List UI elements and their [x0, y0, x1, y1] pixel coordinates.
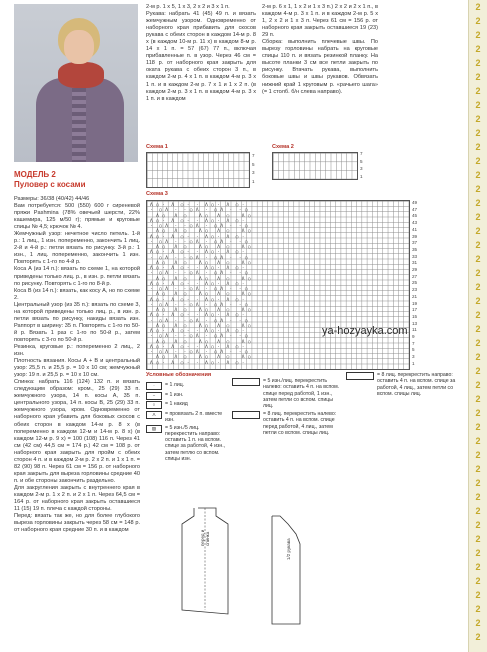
- sleeve-pattern-label-text: 1/2 рукава: [286, 538, 291, 560]
- instructions-column-2: [146, 4, 256, 136]
- row-number: 45: [412, 213, 418, 219]
- col1-paragraph: Жемчужный узор: нечетное число петель. 1-й р.: 1 лиц., 1 изн. попеременно, закончить 1 лиц. 2-й и 4-й р.: петли вязать по рисунку. 3-й р.: 1 изн., 1 лиц. попеременно, закончить 1 изн. Повторять с 1-го по 4-й р.: [14, 231, 140, 266]
- schema-1-row-numbers: [252, 152, 255, 186]
- ruler-mark: 2: [475, 58, 481, 68]
- row-number: 5: [252, 161, 255, 167]
- legend-item: [146, 382, 228, 390]
- watermark: ya-hozyayka.com: [322, 325, 408, 337]
- row-number: 5: [412, 347, 415, 353]
- row-number: 7: [252, 153, 255, 158]
- ruler-mark: 2: [475, 422, 481, 432]
- row-number: 17: [412, 307, 418, 313]
- legend-title: Условные обозначения: [146, 372, 212, 378]
- model-photo: [14, 4, 138, 162]
- instructions-column-1: [14, 196, 140, 648]
- legend-item: [232, 411, 344, 436]
- schema-2-grid: [272, 152, 358, 180]
- row-number: 7: [412, 340, 415, 346]
- row-number: 23: [412, 287, 418, 293]
- ruler-mark: 2: [475, 128, 481, 138]
- ruler-mark: 2: [475, 590, 481, 600]
- ruler-mark: 2: [475, 632, 481, 642]
- ruler-mark: 2: [475, 86, 481, 96]
- legend-symbol: Λ: [146, 411, 162, 419]
- legend-text: = 5 изн./5 лиц. перекрестить направо: оставить 1 п. на вспом. спице за работой, 4 изн., затем петлю со вспом. спицы изн.: [165, 424, 226, 463]
- ruler-mark: 2: [475, 16, 481, 26]
- col1-paragraph: Вам потребуется: 500 (550) 600 г сиреневой пряжи Pashmina (78% овечьей шерсти, 22% кашемира, 125 м/50 г); прямые и круговые спицы № 4,5; крючок № 4.: [14, 203, 140, 231]
- ruler-mark: 2: [475, 100, 481, 110]
- ruler-mark: 2: [475, 562, 481, 572]
- row-number: 3: [252, 170, 255, 175]
- ruler-mark: 2: [475, 2, 481, 12]
- row-number: 3: [360, 166, 363, 171]
- row-number: 7: [360, 151, 363, 156]
- legend-text: = 1 накид: [165, 401, 188, 407]
- legend-right: [346, 372, 466, 399]
- col3-paragraph: 2-м р. 6 х 1, 1 х 2 и 1 х 3 п.) 2 х 2 и 2 х 1 п., в каждом 4-м р. 3 х 1 п. и в каждом 2-м р. 5 х 1, 2 х 2 и 1 х 3 п. Через 61 см = 156 р. от наборного края закрыть оставшиеся 19 (23) 29 п.: [262, 4, 378, 39]
- body-pattern-label: [200, 529, 224, 556]
- page-edge-ruler: [468, 0, 487, 652]
- row-number: 35: [412, 246, 418, 252]
- ruler-mark: 2: [475, 352, 481, 362]
- cable-stripe: [72, 84, 86, 162]
- ruler-mark: 2: [475, 324, 481, 334]
- legend-symbol: [232, 378, 260, 386]
- legend-text: = 1 лиц.: [165, 382, 185, 388]
- col2-paragraph: 2-м р. 1 х 5, 1 х 3, 2 х 2 и 3 х 1 п.: [146, 4, 230, 10]
- ruler-mark: 2: [475, 408, 481, 418]
- row-number: 13: [412, 320, 418, 326]
- scarf-shape: [58, 62, 104, 88]
- col1-paragraph: Для закругления закрыть с внутреннего края в каждом 2-м р. 1 х 2 п. и 2 х 1 п. Через 64,5 см = 164 р. от наборного края закрыть оставшиеся 11 (15) 19 п. плеча с каждой стороны.: [14, 484, 140, 513]
- col1-paragraph: Размеры: 36/38 (40/42) 44/46: [14, 196, 90, 202]
- ruler-mark: 2: [475, 212, 481, 222]
- ruler-mark: 2: [475, 282, 481, 292]
- legend-text: = 1 изн.: [165, 391, 184, 398]
- ruler-mark: 2: [475, 436, 481, 446]
- ruler-mark: 2: [475, 548, 481, 558]
- ruler-mark: 2: [475, 72, 481, 82]
- ruler-mark: 2: [475, 310, 481, 320]
- ruler-mark: 2: [475, 492, 481, 502]
- ruler-mark: 2: [475, 240, 481, 250]
- legend-symbol: ▨: [146, 425, 162, 433]
- row-number: 1: [360, 173, 363, 179]
- face-shape: [64, 30, 94, 64]
- schema-1-label: Схема 1: [146, 144, 168, 150]
- legend-text: = 8 лиц. перекрестить направо: оставить 4 п. на вспом. спице за работой, 4 лиц., затем петли со вспом. спицы лиц.: [377, 372, 456, 397]
- row-number: 9: [412, 334, 415, 340]
- row-number: 21: [412, 293, 418, 299]
- schema-3-symbols: Λ ○ · Λ ○ · · Λ ○ · Λ ○ · · ○ Λ · · ○ Λ · ○ Λ · · ○ Λ ○ Λ ○ Λ ○ Λ ○ Λ ○ Λ ○ · Λ ○ · · Λ ○ · Λ ○ · · ○ Λ · · ○ Λ · ○ Λ · · ○ Λ ○ Λ ○ Λ ○ Λ ○ Λ ○ Λ ○ · Λ ○ · · Λ ○ · Λ ○ · · ○ Λ · · ○ Λ · ○ Λ · · ○ Λ ○ Λ ○ Λ ○ Λ ○ Λ ○ Λ ○ · Λ ○ · · Λ ○ · Λ ○ · · ○ Λ · · ○ Λ · ○ Λ · · ○ Λ ○ Λ ○ Λ ○ Λ ○ Λ ○ Λ ○ · Λ ○ · · Λ ○ · Λ ○ · · ○ Λ · · ○ Λ · ○ Λ · · ○ Λ ○ Λ ○ Λ ○ Λ ○ Λ ○ Λ ○ · Λ ○ · · Λ ○ · Λ ○ · · ○ Λ · · ○ Λ · ○ Λ · · ○ Λ ○ Λ ○ Λ ○ Λ ○ Λ ○ Λ ○ · Λ ○ · · Λ ○ · Λ ○ · · ○ Λ · · ○ Λ · ○ Λ · · ○ Λ ○ Λ ○ Λ ○ Λ ○ Λ ○ Λ ○ · Λ ○ · · Λ ○ · Λ ○ · · ○ Λ · · ○ Λ · ○ Λ · · ○ Λ ○ Λ ○ Λ ○ Λ ○ Λ ○ Λ ○ · Λ ○ · · Λ ○ · Λ ○ · · ○ Λ · · ○ Λ · ○ Λ · · ○ Λ ○ Λ ○ Λ ○ Λ ○ Λ ○ Λ ○ · Λ ○ · · Λ ○ · Λ ○ · · ○ Λ · · ○ Λ · ○ Λ · · ○ Λ ○ Λ ○ Λ ○ Λ ○ Λ ○ Λ ○ · Λ ○ · · Λ ○ · Λ ○ ·: [150, 203, 251, 366]
- col3-paragraph: Сборка: выполнить плечевые швы. По вырезу горловины набрать на круговые спицы 110 п. и вязать резинкой планку. На высоте планки 3 см все петли закрыть по рисунку. Втачать рукава, выполнить боковые швы и швы рукавов. Обвязать нижний край 1 круговым р. «рачьего шага» (= 1 столб. б/н слева направо).: [262, 39, 378, 95]
- ruler-mark: 2: [475, 450, 481, 460]
- row-number: 1: [412, 360, 415, 366]
- legend-middle: [232, 378, 344, 438]
- legend-left: [146, 382, 228, 464]
- row-number: 47: [412, 206, 418, 212]
- legend-symbol: −: [146, 392, 162, 400]
- legend-item: [146, 401, 228, 409]
- ruler-mark: 2: [475, 184, 481, 194]
- schema-2-label: Схема 2: [272, 144, 294, 150]
- col1-paragraph: Центральный узор (из 35 п.): вязать по схеме 3, на которой приведены только лиц. р., в изн. р. петли вязать по рисунку, накиды вязать изн. Раппорт в ширину: 35 п. Повторять с 1-го по 50-й р. Вязать 1 раз с 1-го по 50-й р., затем повторять с 3-го по 50-й р.: [14, 301, 140, 343]
- legend-symbol: ·: [146, 382, 162, 390]
- ruler-mark: 2: [475, 114, 481, 124]
- ruler-mark: 2: [475, 478, 481, 488]
- ruler-mark: 2: [475, 576, 481, 586]
- col1-paragraph: Резинка, круговые р.: попеременно 2 лиц., 2 изн.: [14, 343, 140, 358]
- schema-3-row-numbers: [412, 200, 417, 368]
- model-name: Пуловер с косами: [14, 180, 86, 189]
- ruler-mark: 2: [475, 380, 481, 390]
- ruler-mark: 2: [475, 30, 481, 40]
- col1-paragraph: Коса В (из 14 п.): вязать, как косу А, но по схеме 2.: [14, 287, 140, 301]
- row-number: 1: [252, 178, 255, 184]
- row-number: 15: [412, 313, 418, 319]
- row-number: 27: [412, 273, 418, 279]
- ruler-mark: 2: [475, 464, 481, 474]
- schema-1-grid: [146, 152, 250, 188]
- legend-item: [146, 392, 228, 400]
- ruler-mark: 2: [475, 366, 481, 376]
- row-number: 25: [412, 280, 418, 286]
- row-number: 11: [412, 327, 417, 333]
- ruler-mark: 2: [475, 44, 481, 54]
- row-number: 5: [360, 158, 363, 164]
- ruler-mark: 2: [475, 338, 481, 348]
- legend-text: = 5 изн./лиц. перекрестить налево: оставить 4 п. на вспом. спице перед работой, 1 изн., затем петли со вспом. спицы лиц.: [263, 378, 340, 410]
- legend-symbol: [346, 372, 374, 380]
- ruler-mark: 2: [475, 142, 481, 152]
- row-number: 43: [412, 220, 418, 226]
- legend-item: [346, 372, 466, 397]
- ruler-mark: 2: [475, 618, 481, 628]
- ruler-mark: 2: [475, 156, 481, 166]
- model-number: МОДЕЛЬ 2: [14, 170, 56, 179]
- legend-text: = 8 лиц. перекрестить налево: оставить 4 п. на вспом. спице перед работой, 4 лиц., затем петли со вспом. спицы лиц.: [263, 410, 337, 436]
- col2-paragraph: Рукава: набрать 41 (45) 49 п. и вязать жемчужным узором. Одновременно от наборного края прибавить для скосов рукава с обеих сторон в каждом 14-м р. 8 х (в каждом 10-м р. 11 х) в каждом 8-м р. 14 х 1 п. = 57 (67) 77 п., включая прибавленные п. в узор. Через 46 см = 118 р. от наборного края закрыть для окатa рукава с обеих сторон 3 п., в каждом 2-м р. 4 х 1 п. в каждом 4-м р. 3 х 1 п. и в каждом 2-м р. 7 х 1 и 1 х 2 п. (в каждом 2-м р. 3 х 1 п. в каждом 4-м р. 3 х 1 п. и в каждом: [146, 11, 256, 102]
- ruler-mark: 2: [475, 604, 481, 614]
- ruler-mark: 2: [475, 520, 481, 530]
- model-heading: [14, 170, 138, 190]
- legend-symbol: ○: [146, 401, 162, 409]
- row-number: 3: [412, 354, 415, 360]
- ruler-mark: 2: [475, 198, 481, 208]
- row-number: 49: [412, 200, 418, 205]
- col1-paragraph: Спинка: набрать 116 (124) 132 п. и вязать следующим образом: кром., 25 (29) 33 п. жемчужного узора, 14 п. косы А, 35 п. центрального узора, 14 п. косы В, 25 (29) 33 п. жемчужного узора, кром. Одновременно от наборного края убавить для боковых скосов с обеих сторон в каждом 14-м р. 8 х (в попеременно в каждом 12-м и 14-м р. 8 х) (в каждом 12-м р. 9 х) = 100 (108) 116 п. Через 41 см (42 см) 44,5 см = 174 р.) 42 см = 108 р. от наборного края закрыть для пройм с обеих сторон 4 п. и в каждом 2-м р. 2 х 2 п. и 1 х 1 п. = 82 (90) 98 п. Через 61 см = 156 р. от наборного края закрыть для выреза горловины средние 40 п. и обе стороны закончить раздельно.: [14, 379, 140, 484]
- row-number: 33: [412, 253, 418, 259]
- legend-text: = провязать 2 п. вместе изн.: [165, 410, 223, 423]
- row-number: 37: [412, 240, 418, 246]
- col1-paragraph: Перед: вязать так же, но для более глубокого выреза горловины закрыть через 58 см = 148 р. от наборного края средние 30 п. и в каждом: [14, 513, 140, 534]
- ruler-mark: 2: [475, 254, 481, 264]
- sleeve-pattern-label: [286, 538, 316, 565]
- schema-2-row-numbers: [360, 150, 363, 180]
- ruler-mark: 2: [475, 296, 481, 306]
- instructions-column-3: [262, 4, 378, 136]
- body-pattern-label-text: перед и спинка: [200, 529, 210, 546]
- row-number: 41: [412, 226, 418, 232]
- ruler-mark: 2: [475, 394, 481, 404]
- ruler-mark: 2: [475, 268, 481, 278]
- ruler-mark: 2: [475, 506, 481, 516]
- ruler-mark: 2: [475, 534, 481, 544]
- legend-item: [146, 425, 228, 463]
- row-number: 31: [412, 260, 418, 266]
- ruler-mark: 2: [475, 226, 481, 236]
- ruler-mark: 2: [475, 170, 481, 180]
- legend-symbol: [232, 411, 260, 419]
- col1-paragraph: Плотность вязания. Косы А + В и центральный узор: 25,5 п. и 25,5 р. = 10 х 10 см; жемчужный узор: 19 п. и 25,5 р. = 10 х 10 см.: [14, 358, 140, 379]
- schema-3-label: Схема 3: [146, 191, 168, 197]
- legend-item: [146, 411, 228, 424]
- col1-paragraph: Коса А (из 14 п.): вязать по схеме 1, на которой приведены только лиц. р., в изн. р. петли вязать по рисунку. Повторять с 1-го по 8-й р.: [14, 266, 140, 287]
- row-number: 19: [412, 300, 418, 306]
- legend-item: [232, 378, 344, 409]
- row-number: 29: [412, 267, 418, 273]
- row-number: 39: [412, 233, 418, 239]
